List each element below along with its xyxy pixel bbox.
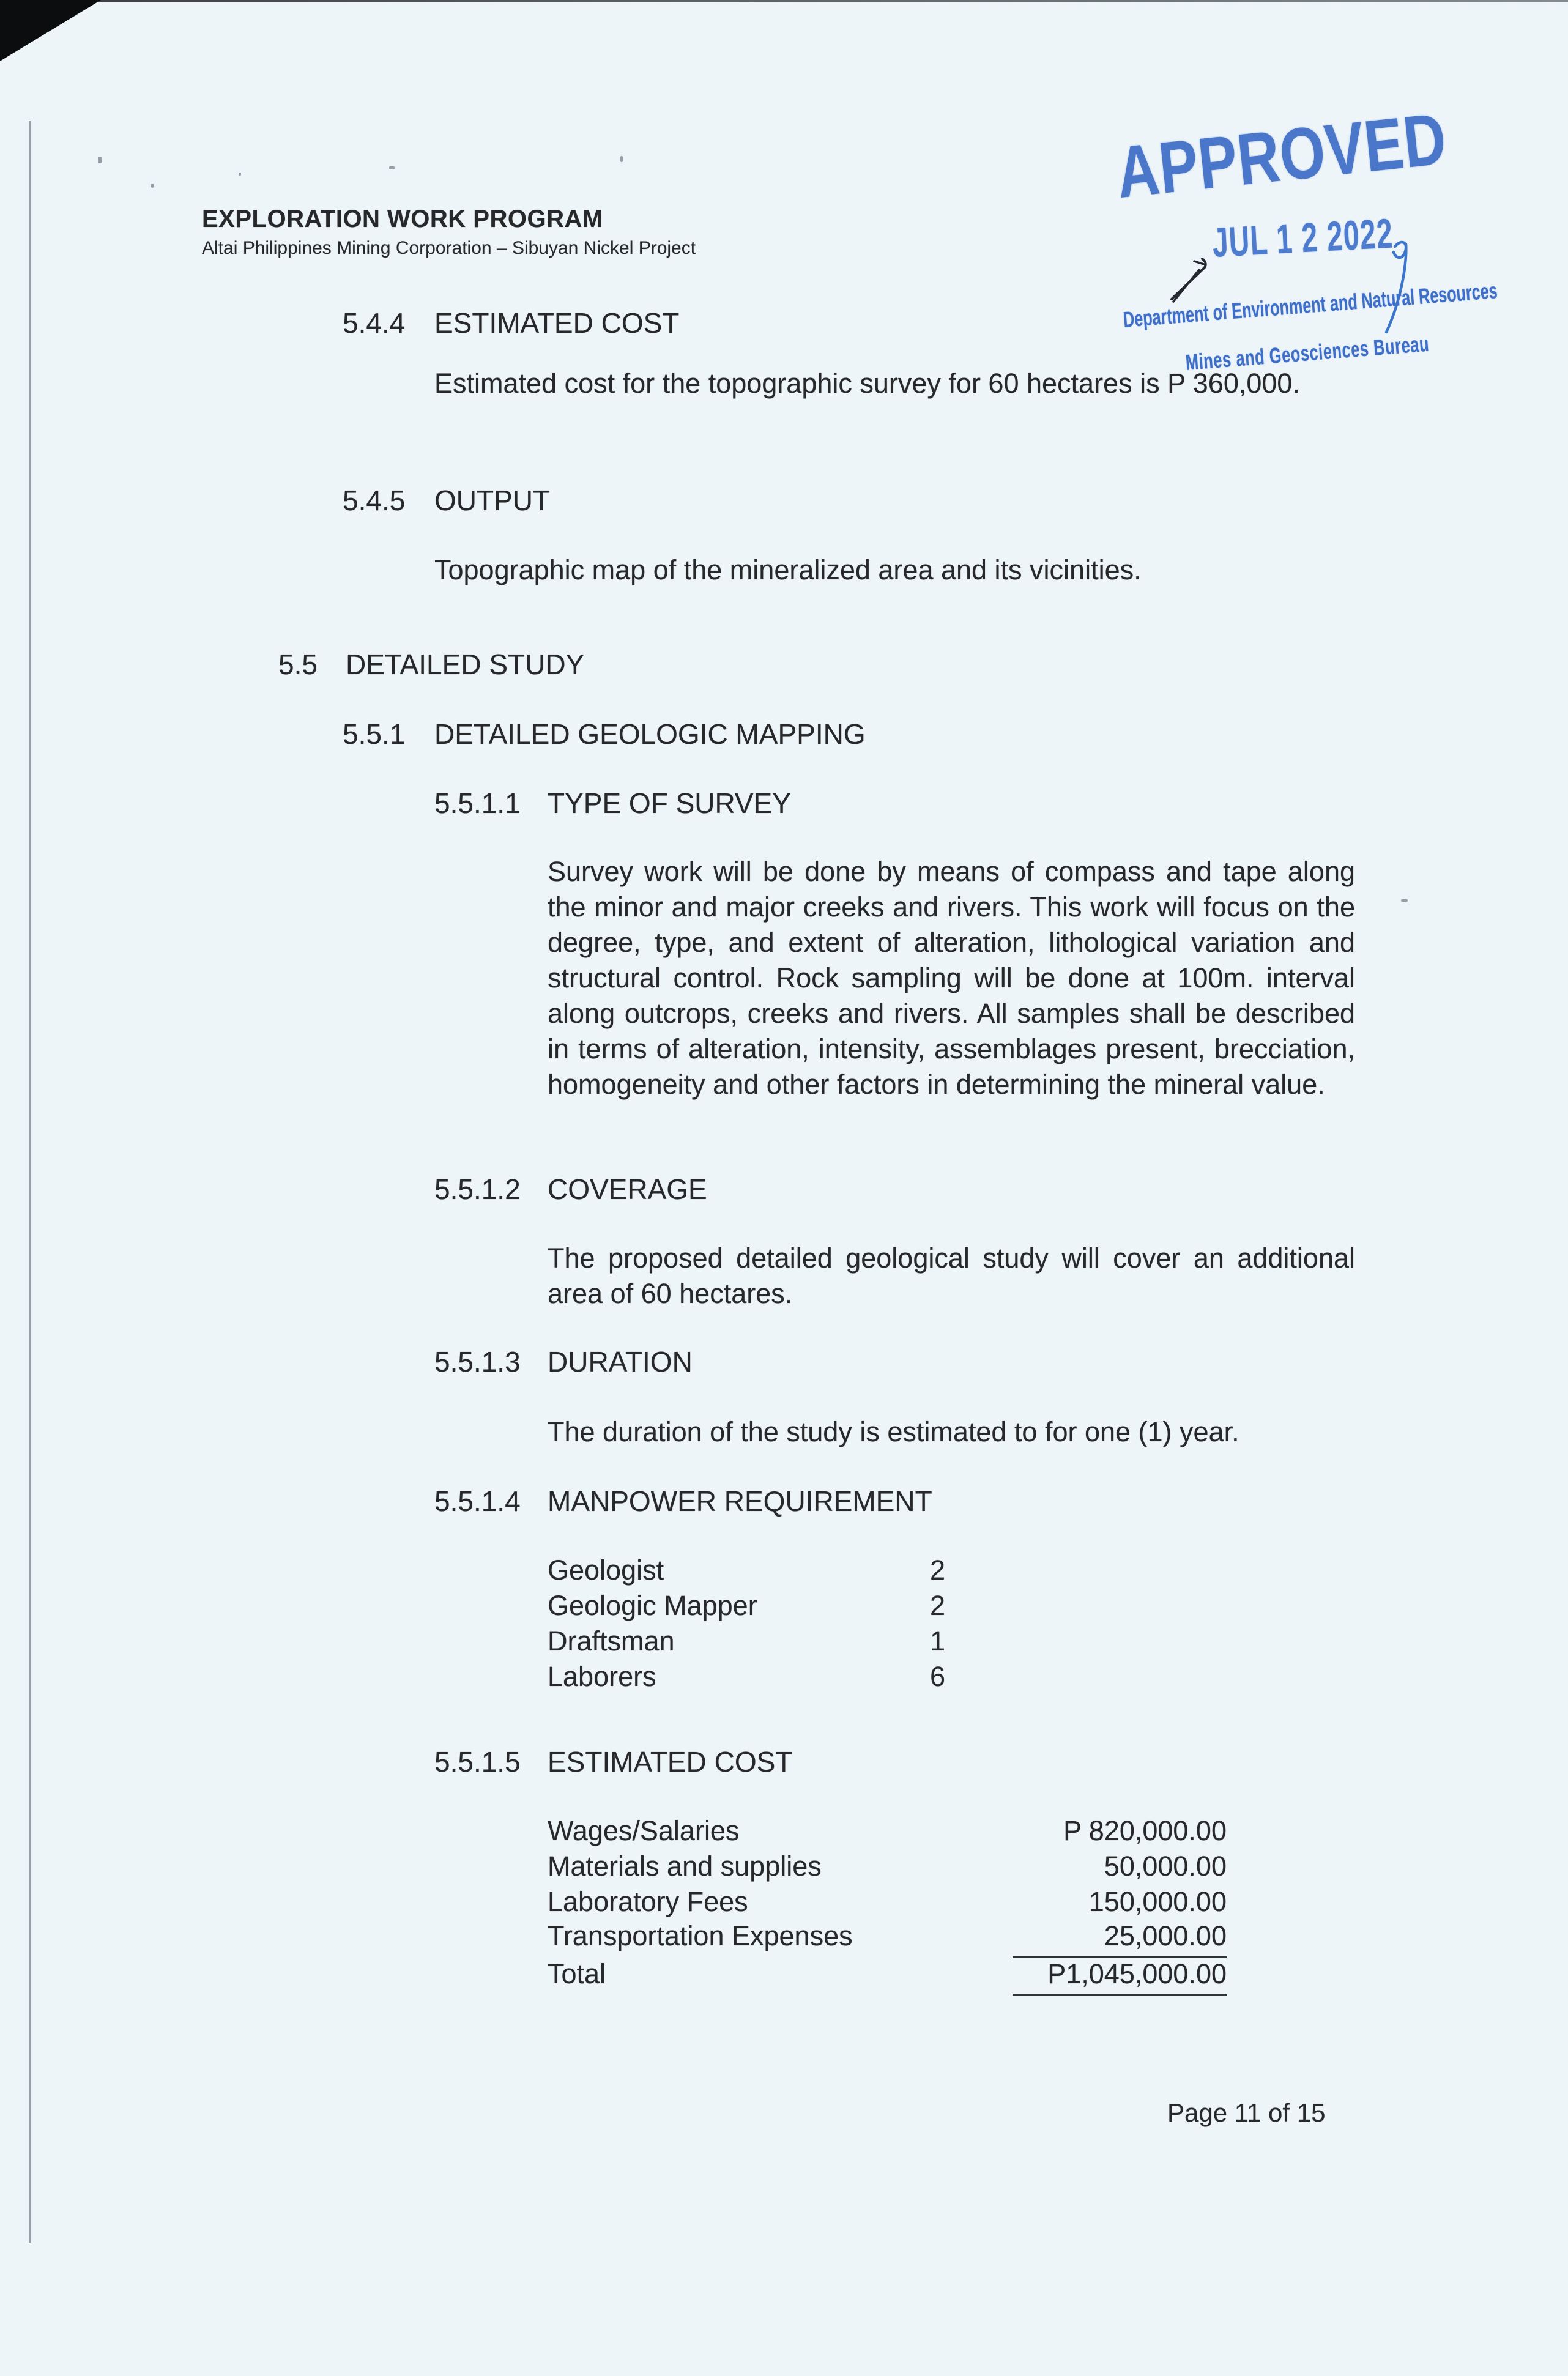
scan-speck [239, 173, 241, 176]
scan-corner-shadow [0, 0, 101, 61]
manpower-count: 1 [930, 1625, 946, 1657]
cost-row [548, 1814, 1227, 1847]
cost-item-label: Wages/Salaries [548, 1815, 740, 1846]
cost-item-label: Transportation Expenses [548, 1920, 853, 1951]
section-heading-5-4-4 [343, 306, 679, 340]
paragraph-type-of-survey: Survey work will be done by means of compass and tape along the minor and major creeks and rivers. This work will focus on the degree, type, and extent of alteration, lithological variation and structural control. Rock sampling will be done at 100m. interval along outcrops, creeks and rivers. All samples shall be described in terms of alteration, intensity, assemblages present, brecciation, homogeneity and other factors in determining the mineral value. [548, 856, 1355, 1100]
section-title: DETAILED GEOLOGIC MAPPING [434, 718, 866, 750]
manpower-row [548, 1588, 945, 1624]
section-title: ESTIMATED COST [434, 307, 680, 339]
manpower-count: 6 [930, 1661, 946, 1692]
paragraph-estimated-cost-544: Estimated cost for the topographic survey for 60 hectares is P 360,000. [434, 368, 1300, 399]
manpower-role: Geologic Mapper [548, 1590, 757, 1621]
section-number: 5.5.1.3 [434, 1346, 521, 1378]
section-number: 5.5.1.4 [434, 1485, 521, 1517]
scan-left-fold-line [29, 121, 31, 2243]
section-heading-5-5 [278, 647, 584, 681]
document-subtitle: Altai Philippines Mining Corporation – Sibuyan Nickel Project [202, 238, 696, 258]
cost-amount: 150,000.00 [1088, 1886, 1227, 1917]
scan-speck [151, 184, 154, 188]
paragraph-output-545: Topographic map of the mineralized area and its vicinities. [434, 554, 1142, 585]
section-heading-5-5-1-2 [434, 1172, 707, 1206]
scan-speck [1401, 899, 1408, 902]
stamp-bureau-line: Mines and Geosciences Bureau [1184, 330, 1430, 375]
manpower-row [548, 1553, 945, 1588]
section-title: TYPE OF SURVEY [548, 787, 791, 819]
section-heading-5-5-1-4 [434, 1484, 932, 1518]
stamp-date: JUL 1 2 2022 [1211, 210, 1395, 266]
cost-row [548, 1885, 1227, 1918]
paragraph-duration: The duration of the study is estimated to for one (1) year. [548, 1416, 1239, 1447]
section-title: DETAILED STUDY [346, 648, 585, 680]
section-title: MANPOWER REQUIREMENT [548, 1485, 932, 1517]
document-header [202, 206, 696, 259]
manpower-role: Geologist [548, 1554, 664, 1586]
cost-row [548, 1850, 1227, 1883]
manpower-role: Draftsman [548, 1625, 675, 1657]
section-number: 5.4.4 [343, 307, 406, 339]
cost-total-label: Total [548, 1958, 606, 1989]
section-heading-5-5-1-1 [434, 786, 791, 820]
section-heading-5-5-1-3 [434, 1345, 693, 1379]
document-title: EXPLORATION WORK PROGRAM [202, 206, 603, 232]
cost-amount: P 820,000.00 [1063, 1815, 1227, 1846]
section-number: 5.4.5 [343, 484, 406, 516]
cost-row-total [548, 1958, 1227, 1996]
section-number: 5.5.1 [343, 718, 406, 750]
manpower-role: Laborers [548, 1661, 656, 1692]
manpower-count: 2 [930, 1590, 946, 1621]
stamp-department-line: Department of Environment and Natural Resources [1122, 277, 1499, 332]
scan-top-edge [0, 0, 1568, 2]
approved-stamp-text: APPROVED [1112, 98, 1451, 213]
section-number: 5.5.1.5 [434, 1746, 521, 1778]
section-title: COVERAGE [548, 1173, 707, 1205]
cost-total-amount-underlined: P1,045,000.00 [1013, 1958, 1227, 1996]
paragraph-coverage: The proposed detailed geological study will cover an additional area of 60 hectares. [548, 1242, 1355, 1309]
section-title: ESTIMATED COST [548, 1746, 793, 1778]
page-number: Page 11 of 15 [1167, 2098, 1326, 2127]
section-number: 5.5 [278, 648, 318, 680]
section-heading-5-5-1 [343, 717, 866, 751]
section-heading-5-5-1-5 [434, 1745, 792, 1779]
section-title: DURATION [548, 1346, 693, 1378]
cost-amount-underlined: 25,000.00 [1013, 1920, 1227, 1958]
scan-speck [98, 157, 102, 163]
manpower-row [548, 1659, 945, 1695]
cost-item-label: Materials and supplies [548, 1851, 822, 1882]
section-title: OUTPUT [434, 484, 551, 516]
scan-speck [620, 156, 623, 162]
section-heading-5-4-5 [343, 483, 550, 518]
section-number: 5.5.1.1 [434, 787, 521, 819]
cost-item-label: Laboratory Fees [548, 1886, 748, 1917]
cost-row-transportation [548, 1920, 1227, 1958]
handwritten-arrow-mark [1164, 255, 1222, 307]
manpower-row [548, 1624, 945, 1659]
cost-amount: 50,000.00 [1104, 1851, 1227, 1882]
section-number: 5.5.1.2 [434, 1173, 521, 1205]
manpower-count: 2 [930, 1554, 946, 1586]
scan-speck [389, 166, 395, 169]
